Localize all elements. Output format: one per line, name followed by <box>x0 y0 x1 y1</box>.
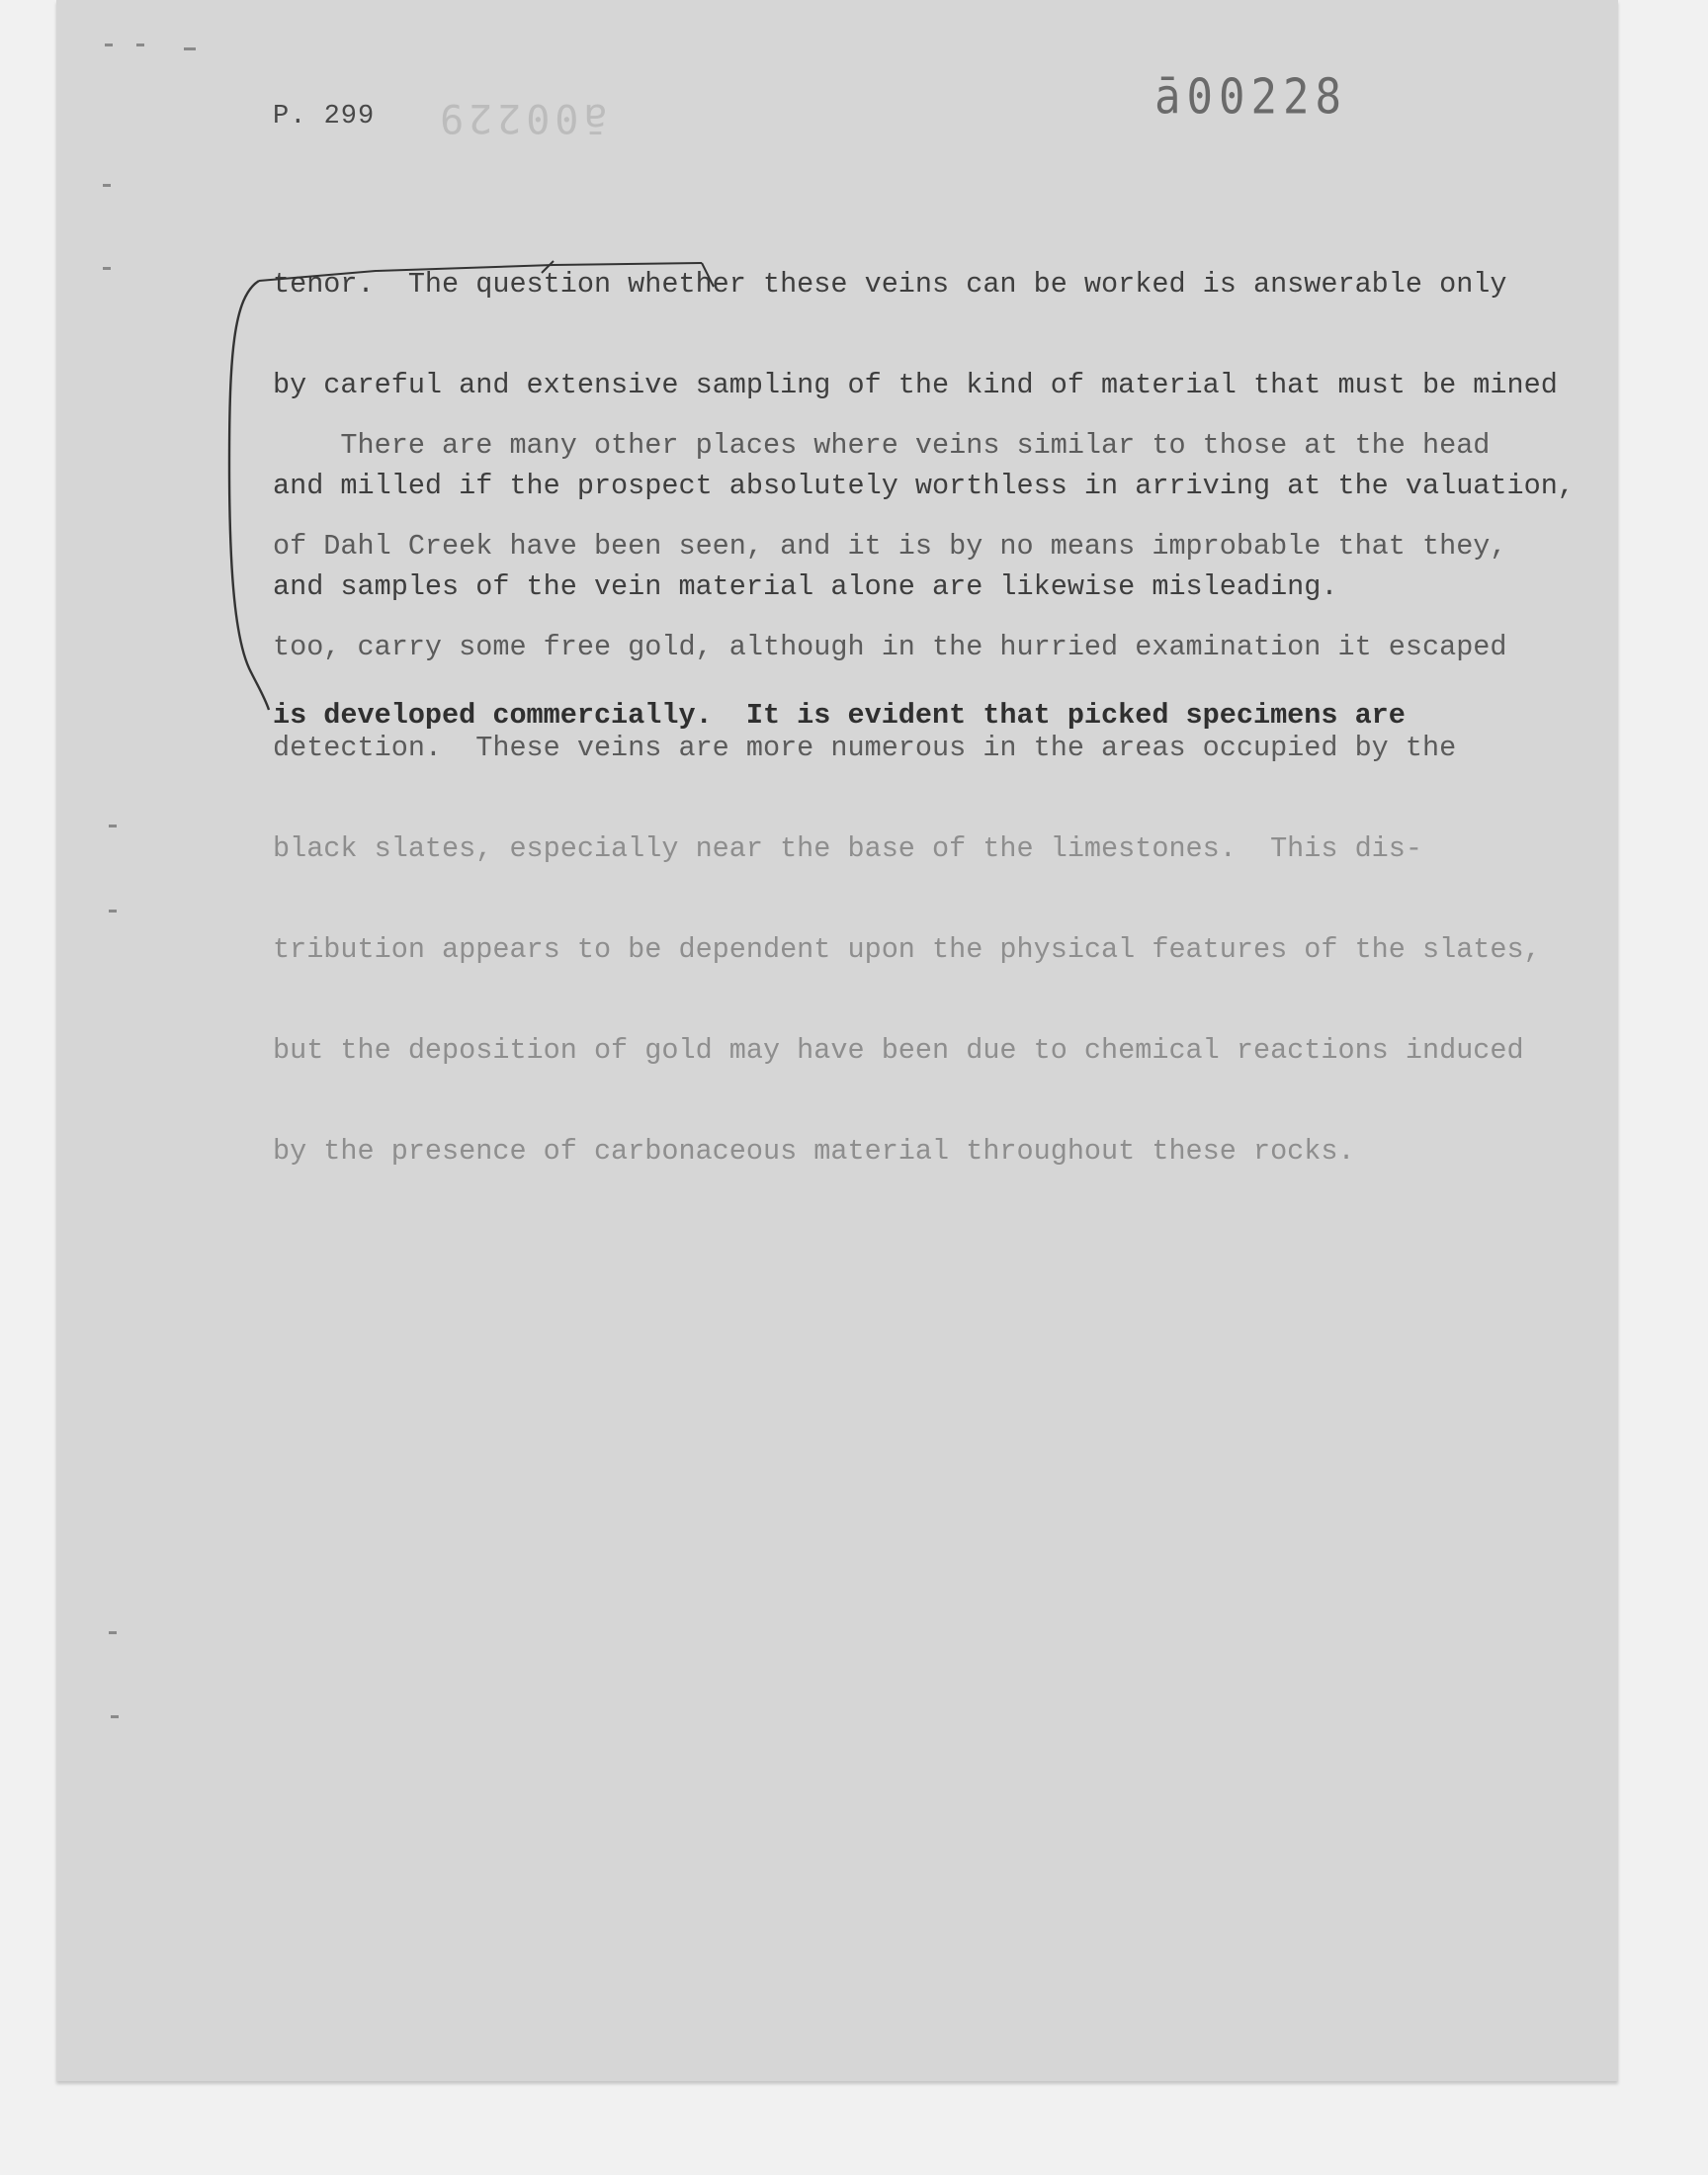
paragraph-2-line: but the deposition of gold may have been due to chemical reactions induced <box>273 1034 1524 1067</box>
page-number: P. 299 <box>273 102 376 131</box>
inserted-text-line: is developed commercially. It is evident that picked specimens are <box>273 699 1406 732</box>
stamp-bleedthrough: ā00229 <box>435 95 608 140</box>
paragraph-2-line: black slates, especially near the base of the limestones. This dis- <box>273 832 1422 865</box>
paragraph-1-line: by careful and extensive sampling of the kind of material that must be mined <box>273 369 1558 401</box>
document-stamp-number: ā00228 <box>1154 68 1347 127</box>
paragraph-2-line: detection. These veins are more numerous in the areas occupied by the <box>273 732 1457 764</box>
paragraph-1-line: tenor. The question whether these veins can be worked is answerable only <box>273 268 1507 301</box>
paragraph-2 <box>273 362 1541 1202</box>
paragraph-1-line: and milled if the prospect absolutely worthless in arriving at the valuation, <box>273 470 1575 502</box>
paragraph-2-line: of Dahl Creek have been seen, and it is by no means improbable that they, <box>273 530 1507 563</box>
paragraph-2-line: by the presence of carbonaceous material throughout these rocks. <box>273 1135 1355 1168</box>
paragraph-2-line: tribution appears to be dependent upon the physical features of the slates, <box>273 933 1541 966</box>
paragraph-2-line: There are many other places where veins similar to those at the head <box>273 429 1491 462</box>
paragraph-2-line: too, carry some free gold, although in the hurried examination it escaped <box>273 631 1507 663</box>
paragraph-1-line: and samples of the vein material alone are likewise misleading. <box>273 570 1338 603</box>
